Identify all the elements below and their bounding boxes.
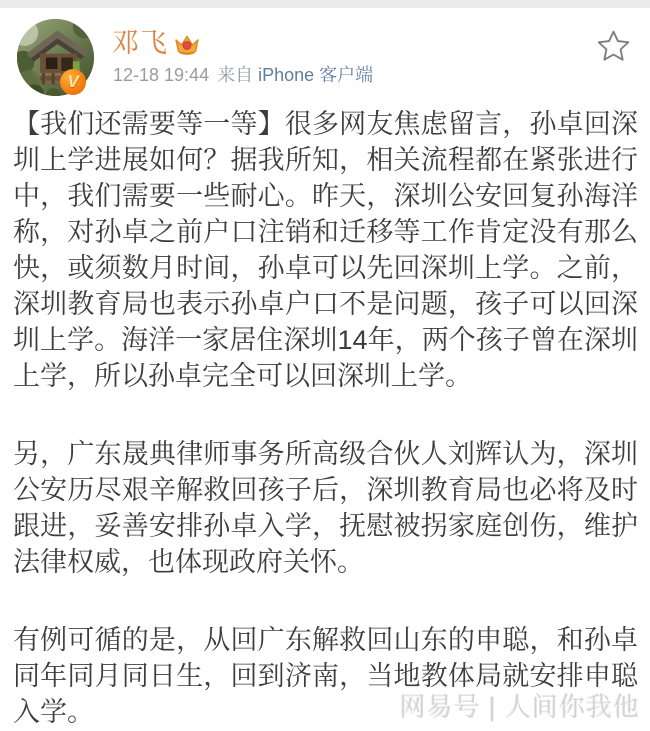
timestamp: 12-18 19:44 [113, 65, 210, 85]
post-paragraph-1: 【我们还需要等一等】很多网友焦虑留言，孙卓回深圳上学进展如何？据我所知，相关流程都在紧张进行中，我们需要一些耐心。昨天，深圳公安回复孙海洋称，对孙卓之前户口注销和迁移等工作肯定没有那么快，或须数月时间，孙卓可以先回深圳上学。之前，深圳教育局也表示孙卓户口不是问题，孩子可以回深圳上学。海洋一家居住深圳14年，两个孩子曾在深圳上学，所以孙卓完全可以回深圳上学。 [13, 109, 638, 391]
username[interactable]: 邓飞 [112, 28, 168, 58]
top-strip [0, 0, 650, 8]
post-paragraph-2: 另，广东晟典律师事务所高级合伙人刘辉认为，深圳公安历尽艰辛解救回孩子后，深圳教育局也必将及时跟进，妥善安排孙卓入学，抚慰被拐家庭创伤，维护法律权威，也体现政府关怀。 [13, 439, 638, 577]
favorite-star-icon[interactable] [595, 28, 632, 65]
post-meta [113, 63, 373, 87]
verified-v-badge: V [60, 69, 86, 95]
post-paragraph-3: 有例可循的是，从回广东解救回山东的申聪，和孙卓同年同月同日生，回到济南，当地教体局就安排申聪入学。 [13, 625, 638, 727]
netease-watermark: 网易号 | 人间你我他 [399, 692, 640, 722]
vip-crown-icon [174, 33, 200, 57]
source-link[interactable]: iPhone 客户端 [258, 65, 374, 85]
source-prefix: 来自 [217, 65, 254, 85]
post-body [13, 106, 638, 730]
